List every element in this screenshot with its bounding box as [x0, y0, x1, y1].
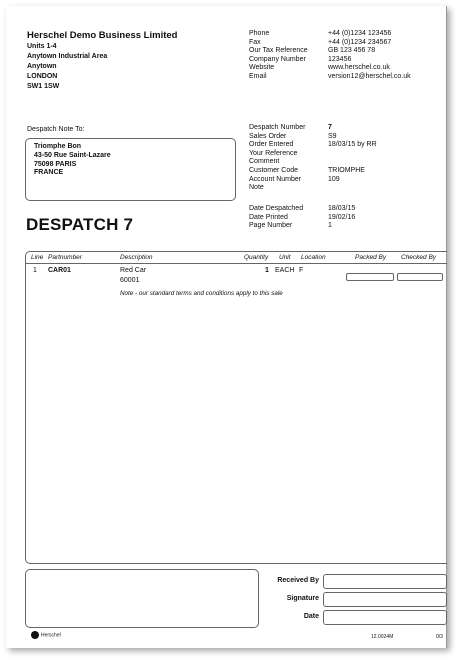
packed-by-box[interactable]	[346, 273, 394, 281]
received-by-label: Received By	[277, 577, 319, 584]
col-packed-by: Packed By	[355, 254, 387, 261]
company-block	[27, 30, 177, 92]
order-value: 18/03/15 by RR	[328, 141, 377, 149]
cell-description-code: 60001	[120, 277, 140, 284]
signature-label: Signature	[286, 595, 319, 602]
contact-label: Email	[249, 72, 267, 80]
date-label: Date Printed	[249, 213, 288, 221]
table-row	[26, 265, 447, 305]
contact-info	[249, 30, 411, 82]
customer-address-box	[25, 138, 236, 201]
order-label: Note	[249, 184, 264, 192]
date-value: 1	[328, 222, 332, 230]
cell-description: Red Car	[120, 267, 147, 274]
contact-value: 123456	[328, 55, 352, 63]
date-label: Date	[303, 613, 319, 620]
signoff-area	[261, 569, 447, 628]
customer-address-line: Triomphe Bon	[34, 143, 82, 150]
date-label: Date Despatched	[249, 205, 304, 212]
contact-label: Company Number	[249, 55, 306, 63]
date-label: Page Number	[249, 222, 293, 230]
cell-unit: EACH	[275, 267, 295, 274]
order-label: Order Entered	[249, 141, 294, 149]
footer-logo-text: Herschel	[41, 632, 61, 639]
customer-address-line: 75098 PARIS	[34, 160, 77, 168]
contact-value: www.herschel.co.uk	[328, 64, 390, 72]
company-address-line: LONDON	[27, 73, 58, 80]
cell-partnumber: CAR01	[48, 267, 71, 274]
company-address-line: Anytown	[27, 63, 57, 70]
company-address-line: SW1 1SW	[27, 83, 60, 90]
col-description: Description	[120, 254, 153, 261]
cell-quantity: 1	[265, 267, 269, 274]
company-address-line: Anytown Industrial Area	[27, 53, 108, 60]
despatch-to-label: Despatch Note To:	[27, 126, 85, 133]
order-label: Sales Order	[249, 132, 287, 140]
contact-value: +44 (0)1234 123456	[328, 30, 392, 37]
date-row	[261, 609, 447, 626]
document-title: DESPATCH 7	[26, 215, 134, 234]
company-address-line: Units 1-4	[27, 43, 57, 50]
terms-note: Note - our standard terms and conditions apply to this sale	[120, 290, 283, 297]
order-info	[249, 124, 377, 193]
order-value: TRIOMPHE	[328, 166, 365, 174]
signature-row	[261, 591, 447, 608]
footer-reference: 12.0024M	[371, 634, 394, 640]
contact-value: GB 123 456 78	[328, 47, 376, 55]
customer-address-line: 43-50 Rue Saint-Lazare	[34, 151, 111, 159]
contact-value: version12@herschel.co.uk	[328, 72, 411, 80]
col-location: Location	[301, 254, 326, 261]
contact-label: Our Tax Reference	[249, 47, 308, 55]
company-name: Herschel Demo Business Limited	[27, 30, 178, 41]
contact-label: Phone	[249, 30, 270, 37]
col-partnumber: Partnumber	[48, 254, 82, 261]
footer-logo	[31, 631, 61, 639]
received-by-row	[261, 573, 447, 590]
date-value: 18/03/15	[328, 205, 356, 212]
items-table-header	[26, 252, 447, 264]
herschel-logo-icon	[31, 631, 39, 639]
col-unit: Unit	[279, 254, 291, 261]
order-label: Despatch Number	[249, 124, 306, 131]
order-label: Account Number	[249, 175, 302, 183]
checked-by-box[interactable]	[397, 273, 443, 281]
customer-address-line: FRANCE	[34, 169, 64, 177]
received-by-field[interactable]	[323, 574, 447, 589]
order-value: 7	[328, 124, 332, 131]
cell-line: 1	[33, 267, 37, 274]
order-value: S9	[328, 132, 337, 140]
contact-label: Website	[249, 64, 275, 72]
contact-value: +44 (0)1234 234567	[328, 38, 392, 46]
col-line: Line	[31, 254, 44, 261]
items-table	[25, 251, 447, 564]
despatch-document	[6, 6, 447, 648]
col-quantity: Quantity	[244, 254, 269, 261]
order-label: Your Reference	[249, 149, 298, 157]
order-label: Comment	[249, 158, 280, 166]
order-value: 109	[328, 175, 340, 183]
date-field[interactable]	[323, 610, 447, 625]
date-info	[249, 205, 355, 231]
contact-label: Fax	[249, 38, 261, 46]
col-checked-by: Checked By	[401, 254, 437, 261]
footer-page: 0/3	[436, 634, 443, 640]
comments-box	[25, 569, 259, 628]
date-value: 19/02/16	[328, 213, 356, 221]
order-label: Customer Code	[249, 166, 299, 174]
signature-field[interactable]	[323, 592, 447, 607]
cell-location: F	[299, 267, 304, 274]
